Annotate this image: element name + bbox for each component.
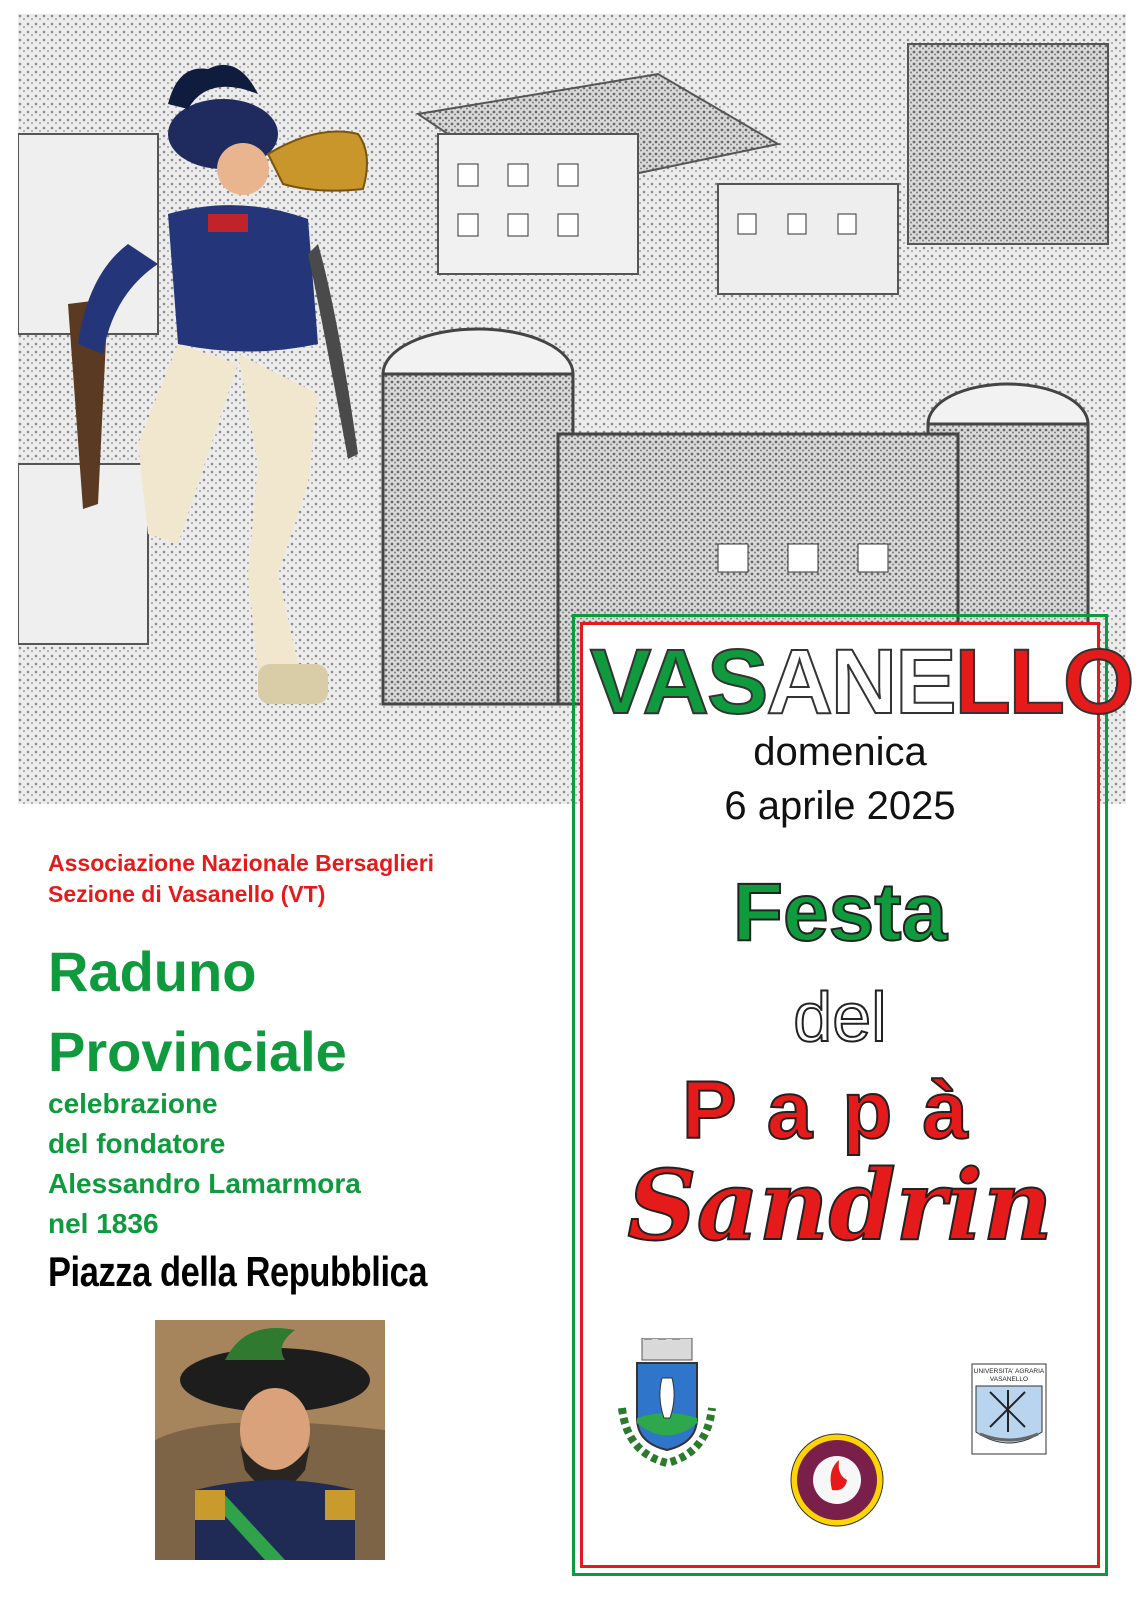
date-full: 6 aprile 2025	[724, 784, 956, 828]
rally-title-line-1: Raduno	[48, 940, 257, 1003]
association-line-1: Associazione Nazionale Bersaglieri	[48, 850, 435, 876]
event-title-papa: Papà	[682, 1065, 998, 1156]
universita-agraria-emblem-icon	[970, 1362, 1048, 1457]
event-title-del: del	[793, 978, 887, 1056]
date-day: domenica	[753, 730, 927, 774]
event-title-sandrin: Sandrin	[627, 1149, 1053, 1262]
celebration-line-1: celebrazione	[48, 1088, 218, 1119]
svg-text:UNIVERSITA' AGRARIA: UNIVERSITA' AGRARIA	[973, 1368, 1045, 1375]
rally-title	[48, 932, 347, 1092]
town-title-part-1: VAS	[590, 631, 767, 733]
rally-title-line-2: Provinciale	[48, 1020, 347, 1083]
vasanello-coat-of-arms-icon	[612, 1338, 722, 1473]
venue: Piazza della Repubblica	[48, 1248, 428, 1295]
association-line-2: Sezione di Vasanello (VT)	[48, 881, 326, 907]
svg-text:VASANELLO: VASANELLO	[989, 1376, 1029, 1383]
lamarmora-portrait-image	[155, 1320, 385, 1560]
celebration-text	[48, 1084, 361, 1244]
town-title-part-2: ANE	[766, 631, 955, 733]
celebration-line-4: nel 1836	[48, 1208, 159, 1239]
anb-emblem-icon	[787, 1430, 887, 1530]
town-title	[590, 631, 1133, 733]
celebration-line-3: Alessandro Lamarmora	[48, 1168, 361, 1199]
association-name	[48, 848, 434, 910]
celebration-line-2: del fondatore	[48, 1128, 226, 1159]
event-title-festa: Festa	[732, 867, 948, 958]
town-title-part-3: LLO	[954, 631, 1133, 733]
